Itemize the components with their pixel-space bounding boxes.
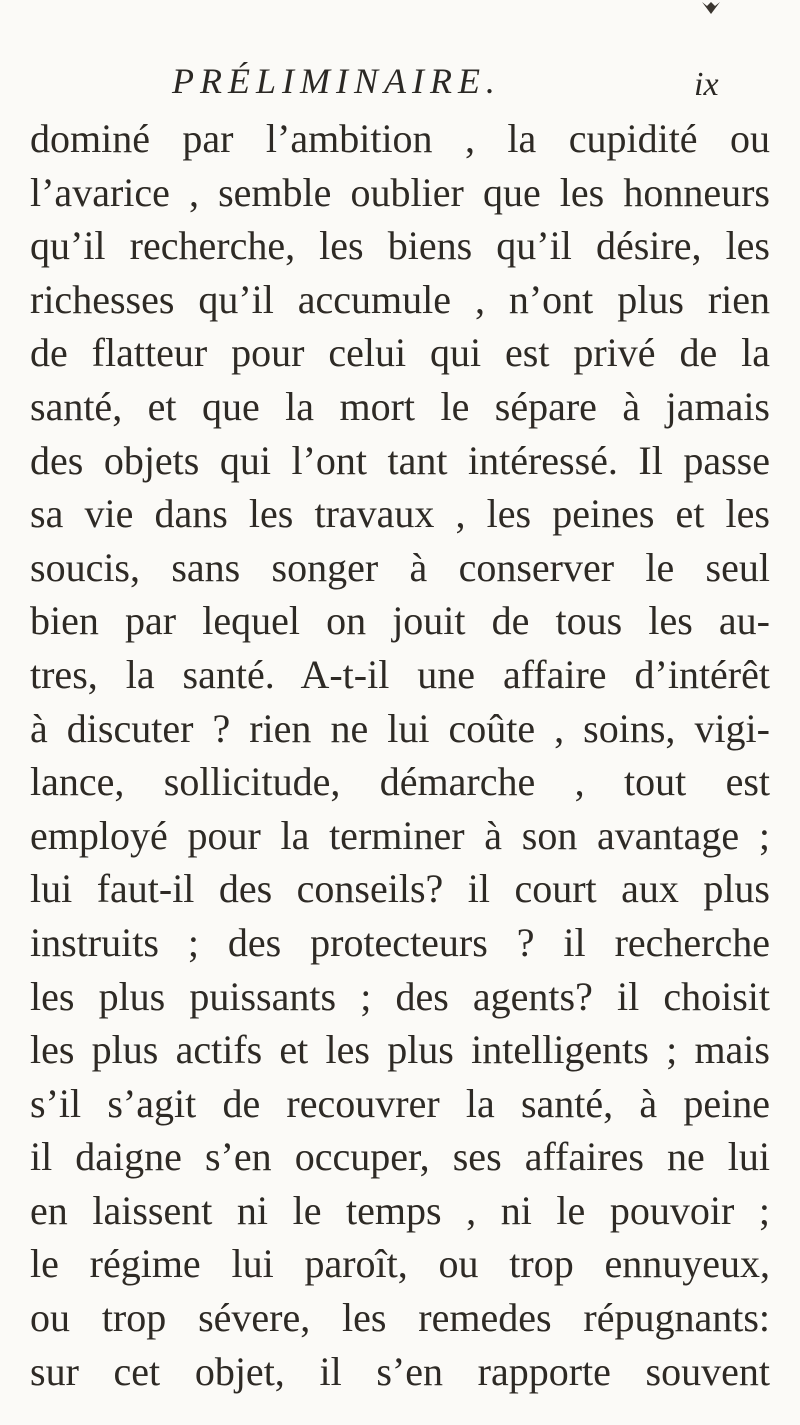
text-line: s’il s’agit de recouvrer la santé, à peine [30,1080,770,1126]
text-line: soucis, sans songer à conserver le seul [30,544,770,590]
text-line: lance, sollicitude, démarche , tout est [30,759,770,805]
text-line: les plus actifs et les plus intelligents ; mais [30,1027,770,1073]
text-line: le régime lui paroît, ou trop ennuyeux, [30,1241,770,1287]
page-number: ix [694,66,719,103]
text-line: ou trop sévere, les remedes répugnants: [30,1295,770,1341]
text-line: sa vie dans les travaux , les peines et les [30,491,770,537]
body-text [30,112,770,1398]
text-line: employé pour la terminer à son avantage ; [30,812,770,858]
text-line: en laissent ni le temps , ni le pouvoir ; [30,1187,770,1233]
text-line: de flatteur pour celui qui est privé de la [30,330,770,376]
text-line: santé, et que la mort le sépare à jamais [30,383,770,429]
text-line: il daigne s’en occuper, ses affaires ne lui [30,1134,770,1180]
text-line: instruits ; des protecteurs ? il recherche [30,919,770,965]
running-head-title: PRÉLIMINAIRE. [172,61,501,101]
text-line: des objets qui l’ont tant intéressé. Il passe [30,437,770,483]
text-line: bien par lequel on jouit de tous les au- [30,598,770,644]
text-line: à discuter ? rien ne lui coûte , soins, vigi- [30,705,770,751]
text-line: l’avarice , semble oublier que les honneurs [30,169,770,215]
text-line: tres, la santé. A-t-il une affaire d’intérêt [30,651,770,697]
text-line: dominé par l’ambition , la cupidité ou [30,116,770,161]
text-line: les plus puissants ; des agents? il choisit [30,973,770,1019]
text-line: qu’il recherche, les biens qu’il désire, les [30,223,770,269]
text-line: richesses qu’il accumule , n’ont plus rien [30,276,770,322]
text-line: lui faut-il des conseils? il court aux plus [30,866,770,912]
text-line: sur cet objet, il s’en rapporte souvent [30,1348,770,1394]
printer-ornament-icon [700,0,722,16]
